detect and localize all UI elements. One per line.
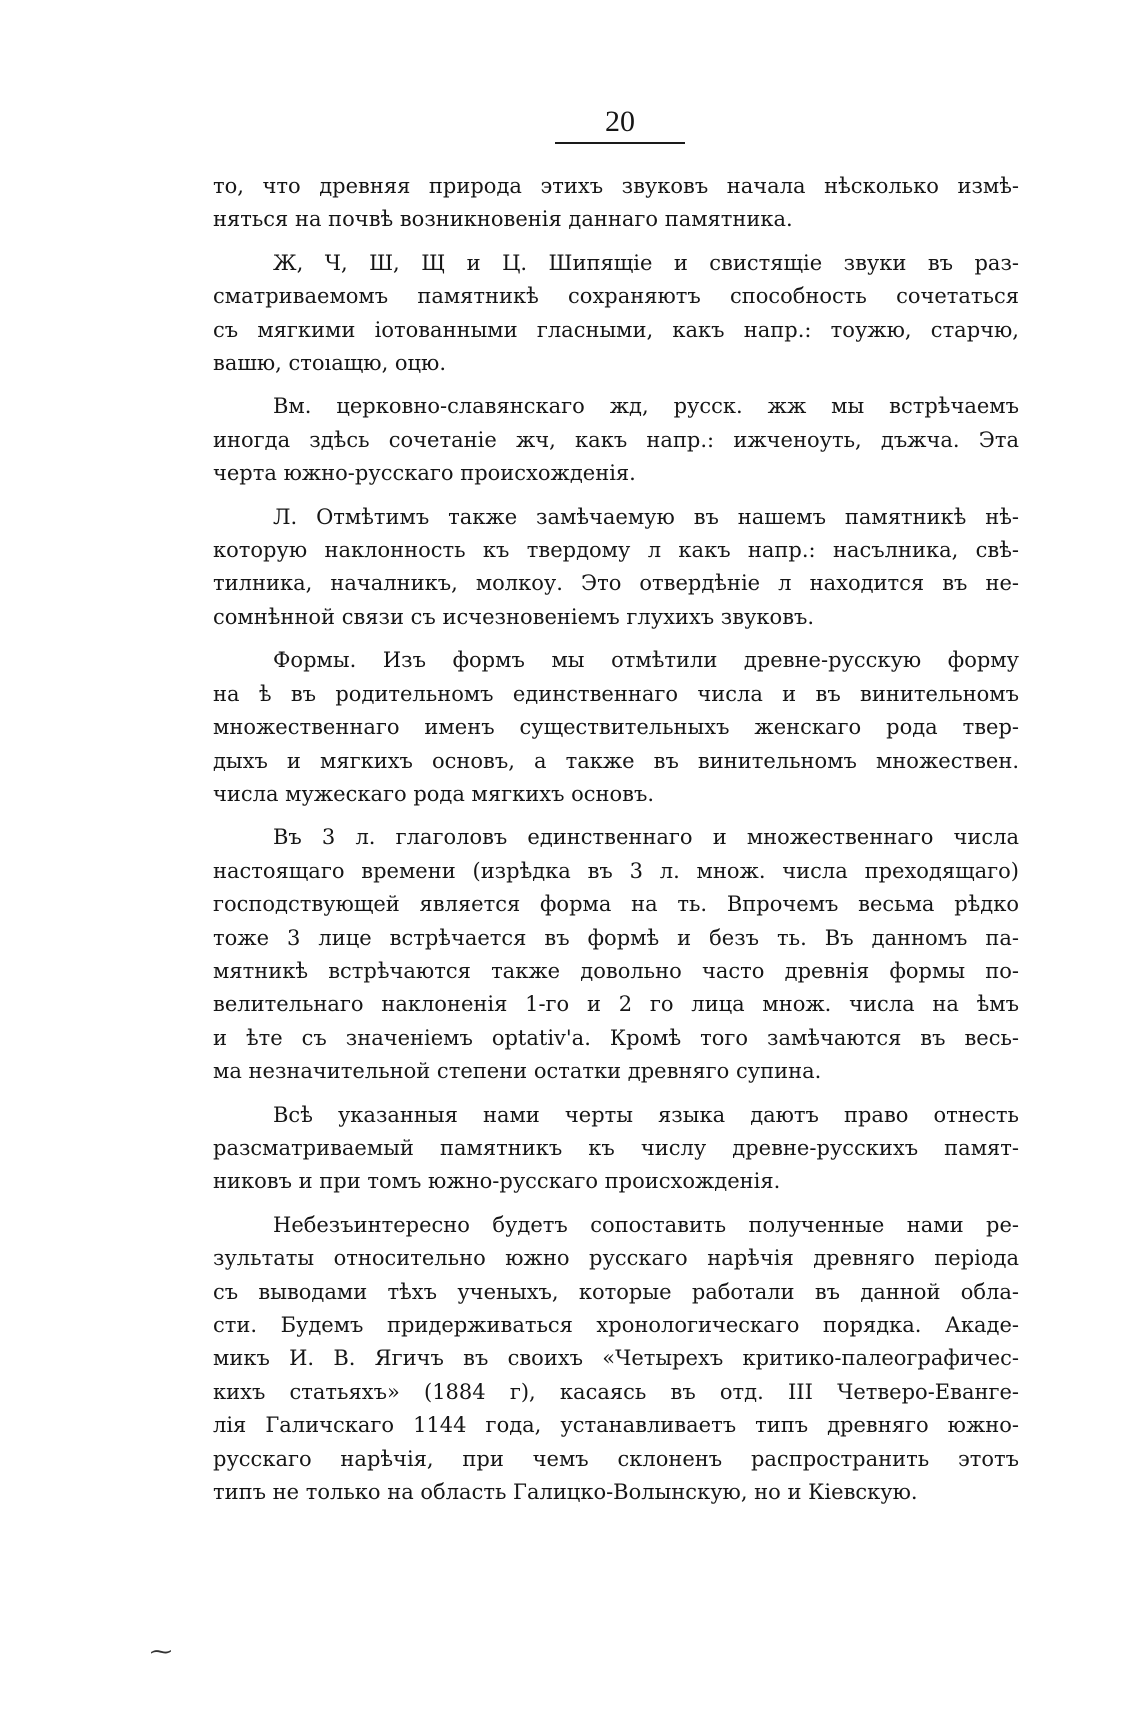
text-line: господствующей является форма на ть. Впрочемъ весьма рѣдко [213,892,1019,917]
text-line: лія Галичскаго 1144 года, устанавливаетъ типъ древняго южно- [213,1413,1019,1438]
text-line: никовъ и при томъ южно-русскаго происхожденія. [213,1169,781,1194]
text-line: Въ 3 л. глаголовъ единственнаго и множественнаго числа [273,825,1019,850]
text-line: тоже 3 лице встрѣчается въ формѣ и безъ ть. Въ данномъ па- [213,925,1019,950]
text-line: которую наклонность къ твердому л какъ напр.: насълника, свѣ- [213,538,1019,563]
text-line: сматриваемомъ памятникѣ сохраняютъ способность сочетаться [213,284,1019,309]
paragraph [213,644,1019,811]
text-line: дыхъ и мягкихъ основъ, а также въ винительномъ множествен. [213,748,1019,773]
paragraph [213,390,1019,490]
text-line: черта южно-русскаго происхожденія. [213,461,636,486]
text-line: и ѣте съ значеніемъ optativ'a. Кромѣ того замѣчаются въ весь- [213,1025,1019,1050]
paragraph [213,1099,1019,1199]
margin-mark: ⁓ [150,1640,172,1665]
text-line: мятникѣ встрѣчаются также довольно часто древнія формы по- [213,958,1019,983]
text-line: ма незначительной степени остатки древняго супина. [213,1059,822,1084]
paragraph [213,1209,1019,1510]
text-line: Небезъинтересно будетъ сопоставить полученные нами ре- [273,1212,1019,1237]
text-line: сомнѣнной связи съ исчезновеніемъ глухихъ звуковъ. [213,604,815,629]
text-line: настоящаго времени (изрѣдка въ 3 л. множ. числа преходящаго) [213,858,1019,883]
text-line: множественнаго именъ существительныхъ женскаго рода твер- [213,715,1019,740]
text-line: типъ не только на область Галицко-Волынскую, но и Кіевскую. [213,1480,918,1505]
page-number-rule [555,142,685,144]
text-line: тилника, началникъ, молкоу. Это отвердѣніе л находится въ не- [213,571,1019,596]
text-line: иногда здѣсь сочетаніе жч, какъ напр.: ижченоуть, дъжча. Эта [213,427,1019,452]
text-line: сти. Будемъ придерживаться хронологическаго порядка. Акаде- [213,1313,1019,1337]
text-line: микъ И. В. Ягичъ въ своихъ «Четырехъ критико-палеографичес- [213,1346,1019,1371]
page-number: 20 [605,105,635,138]
text-line: Вм. церковно-славянскаго жд, русск. жж мы встрѣчаемъ [273,394,1019,419]
text-line: Л. Отмѣтимъ также замѣчаемую въ нашемъ памятникѣ нѣ- [273,504,1019,529]
body-text [213,170,1019,1519]
paragraph [213,501,1019,635]
paragraph [213,170,1019,237]
text-line: Ж, Ч, Ш, Щ и Ц. Шипящіе и свистящіе звуки въ раз- [273,250,1019,275]
text-line: зультаты относительно южно русскаго нарѣчія древняго періода [213,1246,1019,1271]
text-line: велительнаго наклоненія 1-го и 2 го лица множ. числа на ѣмъ [213,992,1019,1017]
text-line: Формы. Изъ формъ мы отмѣтили древне-русскую форму [273,648,1019,673]
paragraph [213,821,1019,1088]
text-line: съ выводами тѣхъ ученыхъ, которые работали въ данной обла- [213,1279,1019,1304]
text-line: русскаго нарѣчія, при чемъ склоненъ распространить этотъ [213,1446,1019,1471]
text-line: съ мягкими іотованными гласными, какъ напр.: тоужю, старчю, [213,317,1019,342]
text-line: числа мужескаго рода мягкихъ основъ. [213,781,655,806]
text-line: кихъ статьяхъ» (1884 г), касаясь въ отд. III Четверо-Еванге- [213,1379,1019,1404]
text-line: то, что древняя природа этихъ звуковъ начала нѣсколько измѣ- [213,174,1019,198]
paragraph [213,247,1019,381]
text-line: вашю, стоıащю, оцю. [213,351,447,376]
text-line: Всѣ указанныя нами черты языка даютъ право отнесть [273,1102,1019,1127]
text-line: няться на почвѣ возникновенія даннаго памятника. [213,207,793,232]
text-line: на ѣ въ родительномъ единственнаго числа и въ винительномъ [213,681,1019,706]
text-line: разсматриваемый памятникъ къ числу древне-русскихъ памят- [213,1135,1019,1160]
